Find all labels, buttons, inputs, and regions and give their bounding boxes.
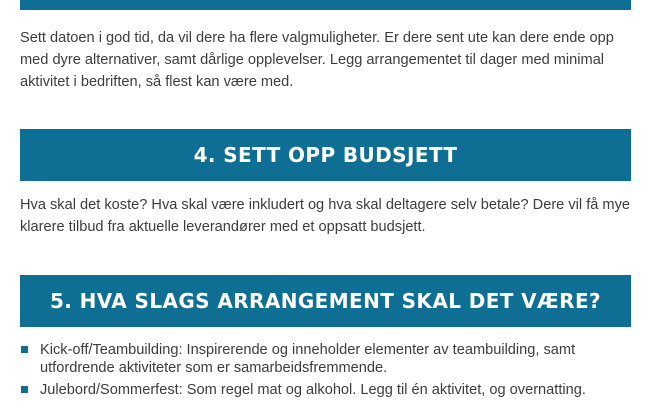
- event-type-list: [20, 341, 640, 403]
- section-4-heading-text: 4. SETT OPP BUDSJETT: [193, 143, 458, 167]
- square-bullet-icon: [21, 386, 28, 393]
- section-5-heading: [20, 275, 631, 327]
- list-item: [20, 381, 640, 399]
- section-4-paragraph: Hva skal det koste? Hva skal være inkludert og hva skal deltagere selv betale? Dere vil få mye klarere tilbud fra aktuelle leverandører med et oppsatt budsjett.: [20, 197, 630, 235]
- section-5-heading-text: 5. HVA SLAGS ARRANGEMENT SKAL DET VÆRE?: [49, 289, 602, 313]
- list-item-text: Kick-off/Teambuilding: Inspirerende og inneholder elementer av teambuilding, samt utfordrende aktiviteter som er samarbeidsfremmende.: [40, 342, 576, 376]
- list-item: [20, 341, 640, 377]
- list-item-text: Julebord/Sommerfest: Som regel mat og alkohol. Legg til én aktivitet, og overnatting.: [40, 382, 586, 398]
- section-3-banner: [20, 0, 631, 10]
- square-bullet-icon: [21, 346, 28, 353]
- section-3-paragraph: Sett datoen i god tid, da vil dere ha flere valgmuligheter. Er dere sent ute kan dere ende opp med dyre alternativer, samt dårlige opplevelser. Legg arrangementet til dager med minimal aktivitet i bedriften, så flest kan være med.: [20, 30, 614, 90]
- section-4-heading: [20, 129, 631, 181]
